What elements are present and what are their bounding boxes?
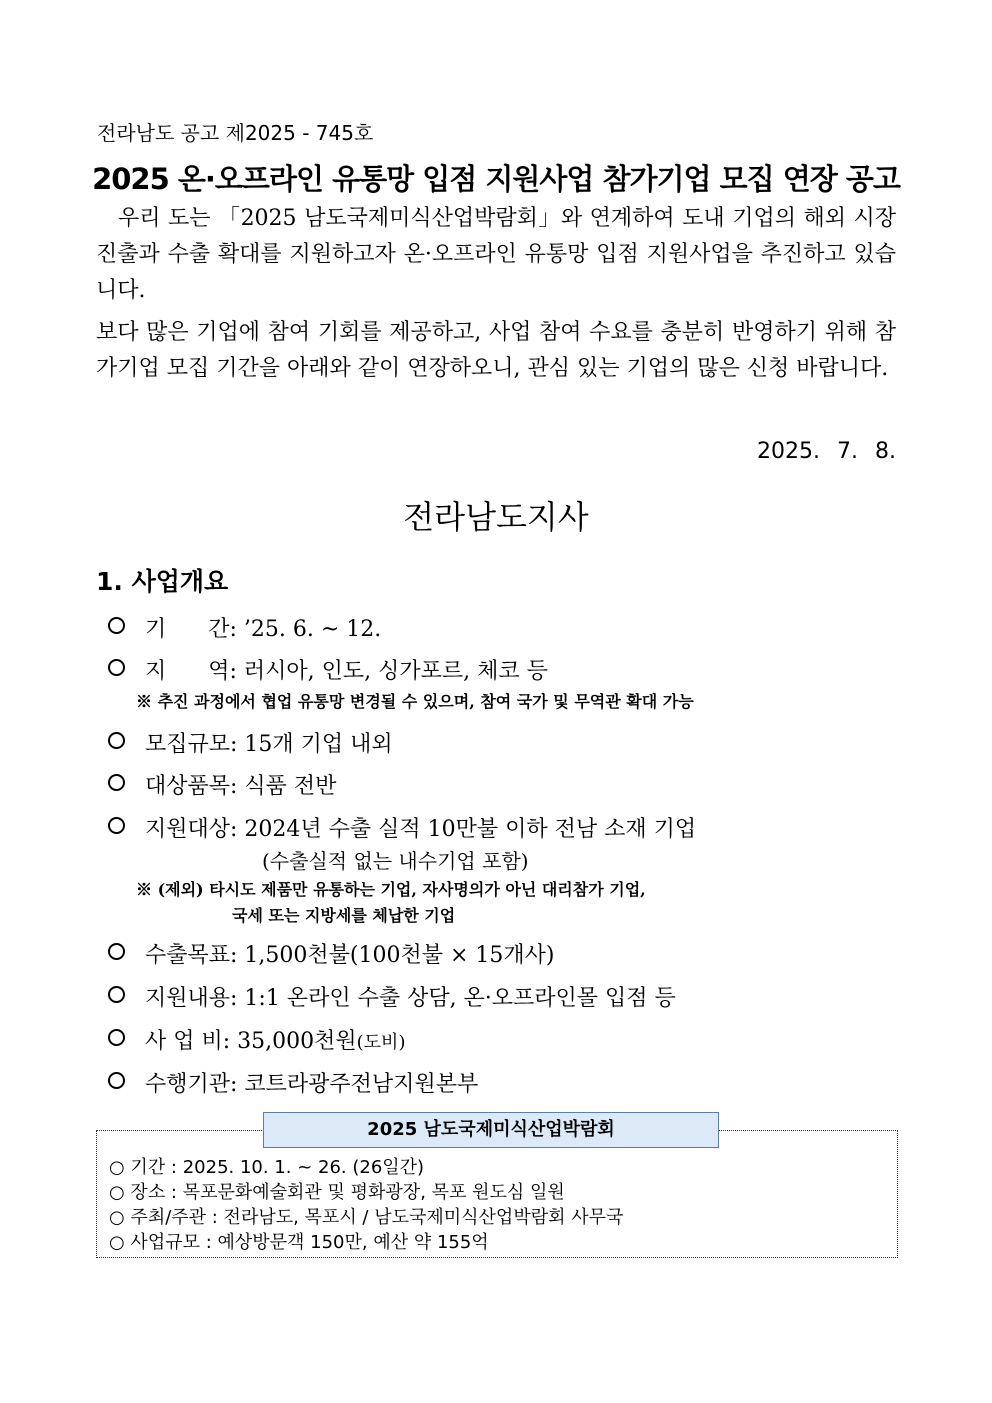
- item-label: 대상품목:: [145, 774, 238, 799]
- target-sub-note: (수출실적 없는 내수기업 포함): [262, 849, 529, 873]
- bullet-circle-icon: [108, 986, 125, 1003]
- item-label: 수행기관:: [145, 1072, 238, 1097]
- bullet-circle-icon: [108, 943, 125, 960]
- bullet-circle-icon: [108, 732, 125, 749]
- bullet-circle-icon: [108, 1072, 125, 1089]
- list-item-region: [108, 654, 548, 685]
- bullet-circle-icon: [108, 1029, 125, 1046]
- list-item-period: [108, 612, 381, 643]
- list-item-agency: [108, 1067, 478, 1098]
- bullet-circle-icon: [108, 617, 125, 634]
- list-item-budget: [108, 1024, 405, 1055]
- item-label: 지 역:: [145, 659, 237, 684]
- expo-line-scale: ○ 사업규모 : 예상방문객 150만, 예산 약 155억: [109, 1232, 489, 1253]
- item-label: 지원대상:: [145, 817, 238, 842]
- item-value-suffix: (도비): [356, 1032, 406, 1053]
- item-label: 사 업 비:: [145, 1029, 231, 1054]
- expo-line-period: ○ 기간 : 2025. 10. 1. ~ 26. (26일간): [109, 1157, 425, 1178]
- list-item-target: [108, 812, 696, 843]
- intro-paragraph: 우리 도는 「2025 남도국제미식산업박람회」와 연계하여 도내 기업의 해외 시장 진출과 수출 확대를 지원하고자 온·오프라인 유통망 입점 지원사업을 추진하고 있습니다.: [96, 206, 896, 303]
- item-value: 식품 전반: [244, 774, 337, 799]
- item-label: 기 간:: [145, 617, 237, 642]
- item-value: 35,000천원: [237, 1029, 357, 1054]
- region-note: ※ 추진 과정에서 협업 유통망 변경될 수 있으며, 참여 국가 및 무역관 확대 가능: [136, 692, 694, 711]
- extension-paragraph: 보다 많은 기업에 참여 기회를 제공하고, 사업 참여 수요를 충분히 반영하기 위해 참가기업 모집 기간을 아래와 같이 연장하오니, 관심 있는 기업의 많은 신청 바랍니다.: [96, 320, 896, 381]
- list-item-export-goal: [108, 938, 555, 969]
- expo-box-title: 2025 남도국제미식산업박람회: [263, 1112, 719, 1148]
- bullet-circle-icon: [108, 774, 125, 791]
- item-label: 모집규모:: [145, 732, 238, 757]
- item-label: 수출목표:: [145, 943, 238, 968]
- page-title: 2025 온·오프라인 유통망 입점 지원사업 참가기업 모집 연장 공고: [92, 162, 900, 196]
- item-value: 러시아, 인도, 싱가포르, 체코 등: [243, 659, 548, 684]
- notice-date: 2025. 7. 8.: [757, 439, 896, 464]
- list-item-support: [108, 981, 676, 1012]
- expo-line-venue: ○ 장소 : 목포문화예술회관 및 평화광장, 목포 원도심 일원: [109, 1182, 565, 1203]
- item-value: 코트라광주전남지원본부: [244, 1072, 479, 1097]
- notice-number: 전라남도 공고 제2025 - 745호: [97, 121, 374, 145]
- bullet-circle-icon: [108, 817, 125, 834]
- list-item-scale: [108, 727, 393, 758]
- list-item-products: [108, 769, 336, 800]
- item-value: 1:1 온라인 수출 상담, 온·오프라인몰 입점 등: [244, 986, 676, 1011]
- item-label: 지원내용:: [145, 986, 238, 1011]
- issuer-name: 전라남도지사: [403, 498, 589, 536]
- expo-line-organizer: ○ 주최/주관 : 전라남도, 목포시 / 남도국제미식산업박람회 사무국: [109, 1207, 624, 1228]
- item-value: 1,500천불(100천불 × 15개사): [244, 943, 555, 968]
- section-heading: 1. 사업개요: [96, 567, 229, 596]
- exclusion-note-line2: 국세 또는 지방세를 체납한 기업: [232, 906, 456, 925]
- bullet-circle-icon: [108, 659, 125, 676]
- item-value: 2024년 수출 실적 10만불 이하 전남 소재 기업: [244, 817, 697, 842]
- item-value: ’25. 6. ~ 12.: [243, 617, 382, 642]
- item-value: 15개 기업 내외: [244, 732, 393, 757]
- exclusion-note-line1: ※ (제외) 타시도 제품만 유통하는 기업, 자사명의가 아닌 대리참가 기업,: [136, 880, 646, 899]
